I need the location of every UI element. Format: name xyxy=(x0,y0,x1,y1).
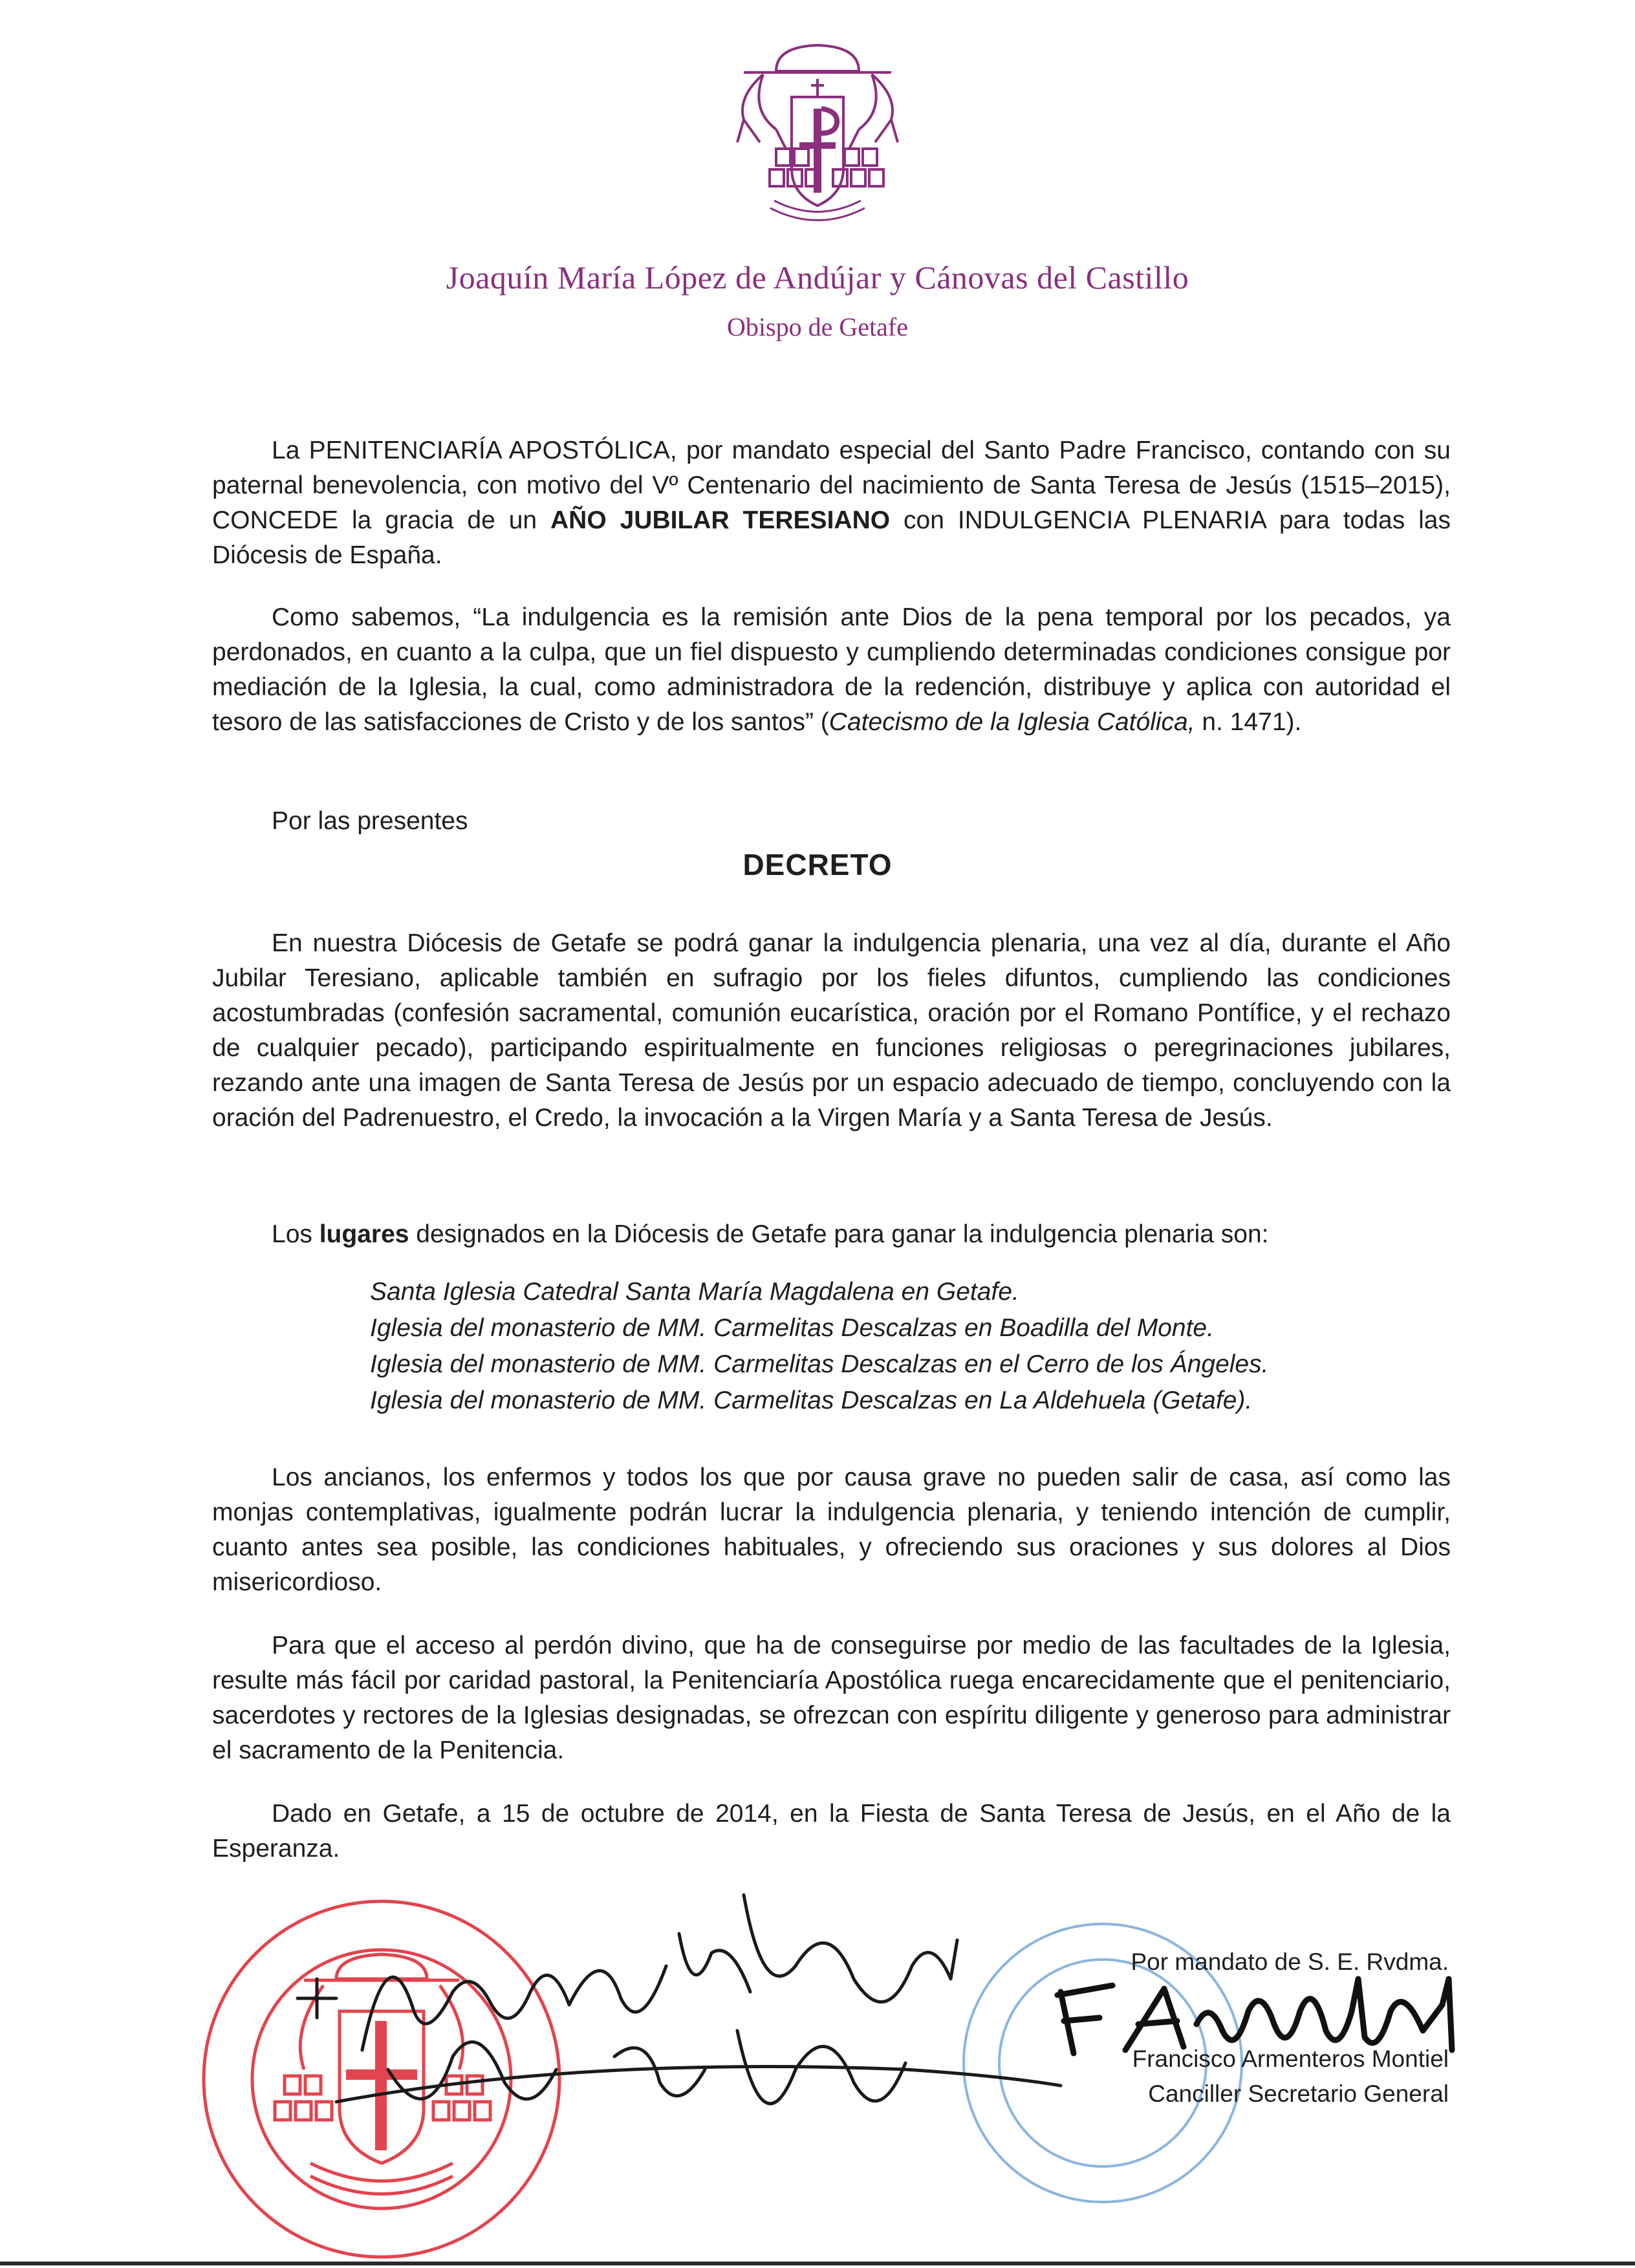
list-item: Iglesia del monasterio de MM. Carmelitas Descalzas en Boadilla del Monte. xyxy=(370,1314,1214,1342)
signature-mandate: Por mandato de S. E. Rvdma. xyxy=(1131,1949,1449,1975)
paragraph-elderly: Los ancianos, los enfermos y todos los que por causa grave no pueden salir de casa, así como las monjas contemplativas, igualmente podrán lucrar la indulgencia plenaria, y teniendo intención de cumplir, cuanto antes sea posible, las condiciones habituales, y ofreciendo sus oraciones y sus dolores al Dios misericordioso. xyxy=(212,1463,1451,1596)
paragraph-intro-bold: AÑO JUBILAR TERESIANO xyxy=(550,506,891,534)
paragraph-intro-text-b: con INDULGENCIA PLENARIA para todas las Diócesis de España. xyxy=(212,506,1451,569)
bishop-title: Obispo de Getafe xyxy=(727,312,908,341)
paragraph-indulgence: En nuestra Diócesis de Getafe se podrá ganar la indulgencia plenaria, una vez al día, durante el Año Jubilar Teresiano, aplicable también en sufragio por los fieles difuntos, cumpliendo las condiciones acostumbradas (confesión sacramental, comunión eucarística, oración por el Romano Pontífice, y el rechazo de cualquier pecado), participando espiritualmente en funciones religiosas o peregrinaciones jubilares, rezando ante una imagen de Santa Teresa de Jesús por un espacio adecuado de tiempo, concluyendo con la oración del Padrenuestro, el Credo, la invocación a la Virgen María y a Santa Teresa de Jesús. xyxy=(212,929,1451,1132)
list-item: Iglesia del monasterio de MM. Carmelitas Descalzas en el Cerro de los Ángeles. xyxy=(370,1350,1269,1378)
paragraph-presentes: Por las presentes xyxy=(272,807,468,835)
paragraph-places-bold: lugares xyxy=(319,1220,409,1248)
signature-block xyxy=(996,1945,1449,2111)
list-item: Santa Iglesia Catedral Santa María Magdalena en Getafe. xyxy=(370,1278,1019,1306)
paragraph-definition-citation: Catecismo de la Iglesia Católica, xyxy=(828,708,1195,736)
paragraph-places-text-b: designados en la Diócesis de Getafe para ganar la indulgencia plenaria son: xyxy=(409,1220,1269,1248)
bottom-border-line xyxy=(0,2262,1635,2265)
signature-name: Francisco Armenteros Montiel xyxy=(1132,2046,1449,2072)
paragraph-date: Dado en Getafe, a 15 de octubre de 2014, en la Fiesta de Santa Teresa de Jesús, en el Año de la Esperanza. xyxy=(212,1800,1451,1863)
paragraph-pastoral: Para que el acceso al perdón divino, que ha de conseguirse por medio de las facultades de la Iglesia, resulte más fácil por caridad pastoral, la Penitenciaría Apostólica ruega encarecidamente que el penitenciario, sacerdotes y rectores de la Iglesias designadas, se ofrezcan con espíritu diligente y generoso para administrar el sacramento de la Penitencia. xyxy=(212,1632,1451,1764)
paragraph-places-text-a: Los xyxy=(272,1220,319,1248)
paragraph-intro-text-a: La PENITENCIARÍA APOSTÓLICA, por mandato especial del Santo Padre Francisco, contando con su paternal benevolencia, con motivo del Vº Centenario del nacimiento de Santa Teresa de Jesús (1515–2015), CONCEDE la gracia de un xyxy=(212,437,1451,534)
decree-heading: DECRETO xyxy=(742,848,893,881)
paragraph-definition-text-b: n. 1471). xyxy=(1195,708,1302,736)
paragraph-definition-text-a: Como sabemos, “La indulgencia es la remisión ante Dios de la pena temporal por los pecados, ya perdonados, en cuanto a la culpa, que un fiel dispuesto y cumpliendo determinadas condiciones consigue por mediación de la Iglesia, la cual, como administradora de la redención, distribuye y aplica con autoridad el tesoro de las satisfacciones de Cristo y de los santos” ( xyxy=(212,603,1451,736)
bishop-name: Joaquín María López de Andújar y Cánovas del Castillo xyxy=(446,259,1189,296)
list-item: Iglesia del monasterio de MM. Carmelitas Descalzas en La Aldehuela (Getafe). xyxy=(370,1387,1253,1414)
signature-role: Canciller Secretario General xyxy=(1148,2080,1449,2107)
